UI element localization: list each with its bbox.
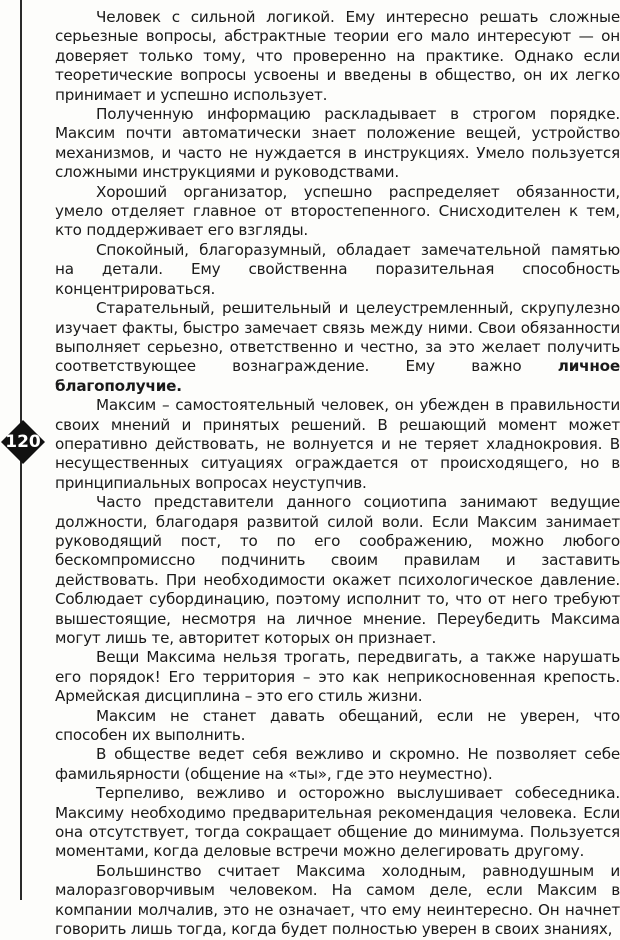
paragraph-12: Большинство считает Максима холодным, равнодушным и малоразговорчивым человеком. На самом деле, если Максим в компании молчалив, это не означает, что ему неинтересно. Он начнет говорить лишь тогда, когда будет полностью уверен в своих знаниях, [55,861,620,939]
paragraph-1: Человек с сильной логикой. Ему интересно решать сложные серьезные вопросы, абстрактные теории его мало интересуют — он доверяет только тому, что проверенно на практике. Однако если теоретические вопросы усвоены и введены в общество, он их легко принимает и успешно использует. [55,8,620,104]
paragraph-3: Хороший организатор, успешно распределяет обязанности, умело отделяет главное от второстепенного. Снисходителен к тем, кто поддерживает его взгляды. [55,182,620,240]
paragraph-11: Терпеливо, вежливо и осторожно выслушивает собеседника. Максиму необходимо предварительная рекомендация человека. Если она отсутствует, тогда сокращает общение до минимума. Пользуется моментами, когда деловые встречи можно делегировать другому. [55,784,620,861]
page-number-badge [0,419,46,465]
paragraph-7: Часто представители данного социотипа занимают ведущие должности, благодаря развитой силой воли. Если Максим занимает руководящий пост, то по его соображению, можно любого бескомпромиссно подчинить своим правилам и заставить действовать. При необходимости окажет психологическое давление. Соблюдает субординацию, поэтому исполнит то, что от него требуют вышестоящие, несмотря на личное мнение. Переубедить Максима могут лишь те, авторитет которых он признает. [55,493,620,647]
paragraph-2: Полученную информацию раскладывает в строгом порядке. Максим почти автоматически знает положение вещей, устройство механизмов, и часто не нуждается в инструкциях. Умело пользуется сложными инструкциями и руководствами. [55,105,620,182]
page-number: 120 [5,432,41,452]
emphasis-text: личное благополучие. [55,357,620,395]
paragraph-6: Максим – самостоятельный человек, он убежден в правильности своих мнений и принятых решений. В решающий момент может оперативно действовать, не волнуется и не теряет хладнокровия. В несущественных ситуациях ограждается от происходящего, но в принципиальных вопросах неуступчив. [55,396,620,492]
paragraph-10: В обществе ведет себя вежливо и скромно. Не позволяет себе фамильярности (общение на «ты», где это неуместно). [55,745,620,783]
paragraph-8: Вещи Максима нельзя трогать, передвигать, а также нарушать его порядок! Его территория – это как неприкосновенная крепость. Армейская дисциплина – это его стиль жизни. [55,648,620,706]
paragraph-5-text: Старательный, решительный и целеустремленный, скрупулезно изучает факты, быстро замечает связь между ними. Свои обязанности выполняет серьезно, ответственно и честно, за это желает получить соответствующее вознаграждение. Ему важно [55,299,620,376]
page-body [55,8,620,940]
paragraph-5 [55,299,620,396]
paragraph-4: Спокойный, благоразумный, обладает замечательной памятью на детали. Ему свойственна поразительная способность концентрироваться. [55,240,620,298]
paragraph-9: Максим не станет давать обещаний, если не уверен, что способен их выполнить. [55,706,620,745]
